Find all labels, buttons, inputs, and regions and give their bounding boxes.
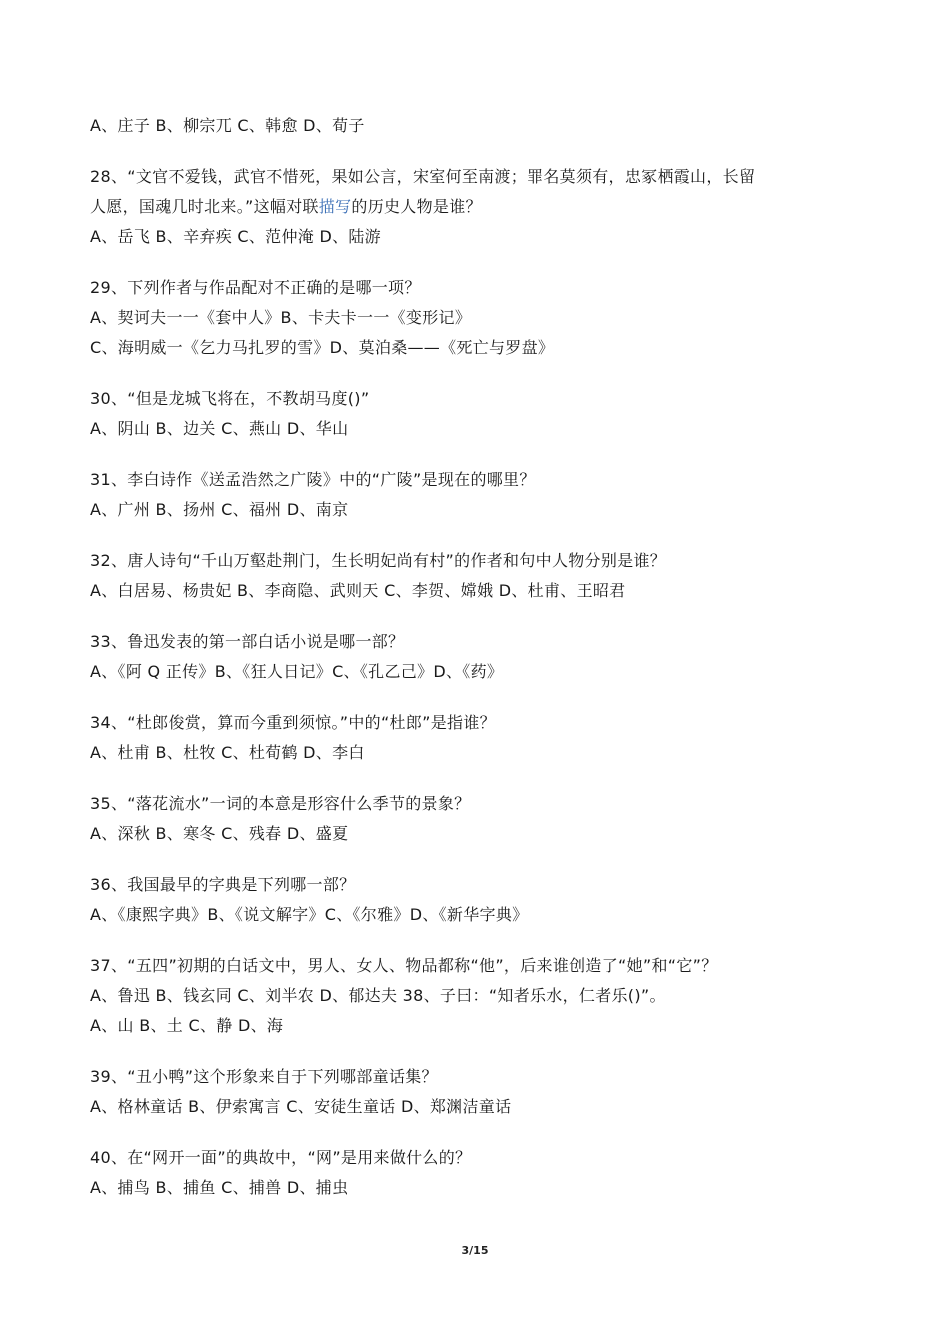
q28-text-after: 的历史人物是谁？ <box>351 197 482 216</box>
q28-text-line2 <box>90 192 850 222</box>
q33-options: A、《阿 Q 正传》B、《狂人日记》C、《孔乙己》D、《药》 <box>90 662 504 681</box>
question-31 <box>90 465 850 525</box>
q40-options: A、捕鸟 B、捕鱼 C、捕兽 D、捕虫 <box>90 1178 349 1197</box>
question-36 <box>90 870 850 930</box>
question-35 <box>90 789 850 849</box>
q28-highlight-link[interactable]: 描写 <box>318 197 352 216</box>
q40-text: 40、在“网开一面”的典故中，“网”是用来做什么的？ <box>90 1148 472 1167</box>
q28-text-before: 人愿，国魂几时北来。”这幅对联 <box>90 197 319 216</box>
q35-options: A、深秋 B、寒冬 C、残春 D、盛夏 <box>90 824 349 843</box>
question-28 <box>90 162 850 252</box>
q30-text: 30、“但是龙城飞将在，不教胡马度()” <box>90 389 370 408</box>
q38-options: A、山 B、土 C、静 D、海 <box>90 1016 284 1035</box>
q27-options: A、庄子 B、柳宗兀 C、韩愈 D、荀子 <box>90 116 365 135</box>
question-37 <box>90 951 850 1041</box>
q36-options: A、《康熙字典》B、《说文解字》C、《尔雅》D、《新华字典》 <box>90 905 529 924</box>
question-list <box>90 111 850 1203</box>
q31-options: A、广州 B、扬州 C、福州 D、南京 <box>90 500 349 519</box>
q37-text: 37、“五四”初期的白话文中，男人、女人、物品都称“他”，后来谁创造了“她”和“它”？ <box>90 956 718 975</box>
q29-text: 29、下列作者与作品配对不正确的是哪一项？ <box>90 278 421 297</box>
question-30 <box>90 384 850 444</box>
q28-text-line1: 28、“文官不爱钱，武官不惜死，果如公言，宋室何至南渡；罪名莫须有，忠冢栖霞山，长留 <box>90 167 756 186</box>
q31-text: 31、李白诗作《送孟浩然之广陵》中的“广陵”是现在的哪里？ <box>90 470 536 489</box>
q32-options: A、白居易、杨贵妃 B、李商隐、武则天 C、李贺、嫦娥 D、杜甫、王昭君 <box>90 581 626 600</box>
q39-options: A、格林童话 B、伊索寓言 C、安徒生童话 D、郑渊洁童话 <box>90 1097 512 1116</box>
question-32 <box>90 546 850 606</box>
question-40 <box>90 1143 850 1203</box>
q32-text: 32、唐人诗句“千山万壑赴荆门，生长明妃尚有村”的作者和句中人物分别是谁？ <box>90 551 667 570</box>
q36-text: 36、我国最早的字典是下列哪一部？ <box>90 875 356 894</box>
q30-options: A、阴山 B、边关 C、燕山 D、华山 <box>90 419 349 438</box>
question-39 <box>90 1062 850 1122</box>
page-number: 3/15 <box>461 1244 489 1257</box>
q34-options: A、杜甫 B、杜牧 C、杜荀鹤 D、李白 <box>90 743 365 762</box>
q29-options-line1: A、契诃夫一一《套中人》B、卡夫卡一一《变形记》 <box>90 308 472 327</box>
q29-options-line2: C、海明威一《乞力马扎罗的雪》D、莫泊桑——《死亡与罗盘》 <box>90 338 555 357</box>
question-33 <box>90 627 850 687</box>
question-34 <box>90 708 850 768</box>
q33-text: 33、鲁迅发表的第一部白话小说是哪一部？ <box>90 632 405 651</box>
question-29 <box>90 273 850 363</box>
q35-text: 35、“落花流水”一词的本意是形容什么季节的景象？ <box>90 794 471 813</box>
q28-options: A、岳飞 B、辛弃疾 C、范仲淹 D、陆游 <box>90 227 381 246</box>
q39-text: 39、“丑小鸭”这个形象来自于下列哪部童话集？ <box>90 1067 438 1086</box>
q37-options-and-q38: A、鲁迅 B、钱玄同 C、刘半农 D、郁达夫 38、子曰：“知者乐水，仁者乐()”。 <box>90 986 666 1005</box>
q34-text: 34、“杜郎俊赏，算而今重到须惊。”中的“杜郎”是指谁？ <box>90 713 496 732</box>
